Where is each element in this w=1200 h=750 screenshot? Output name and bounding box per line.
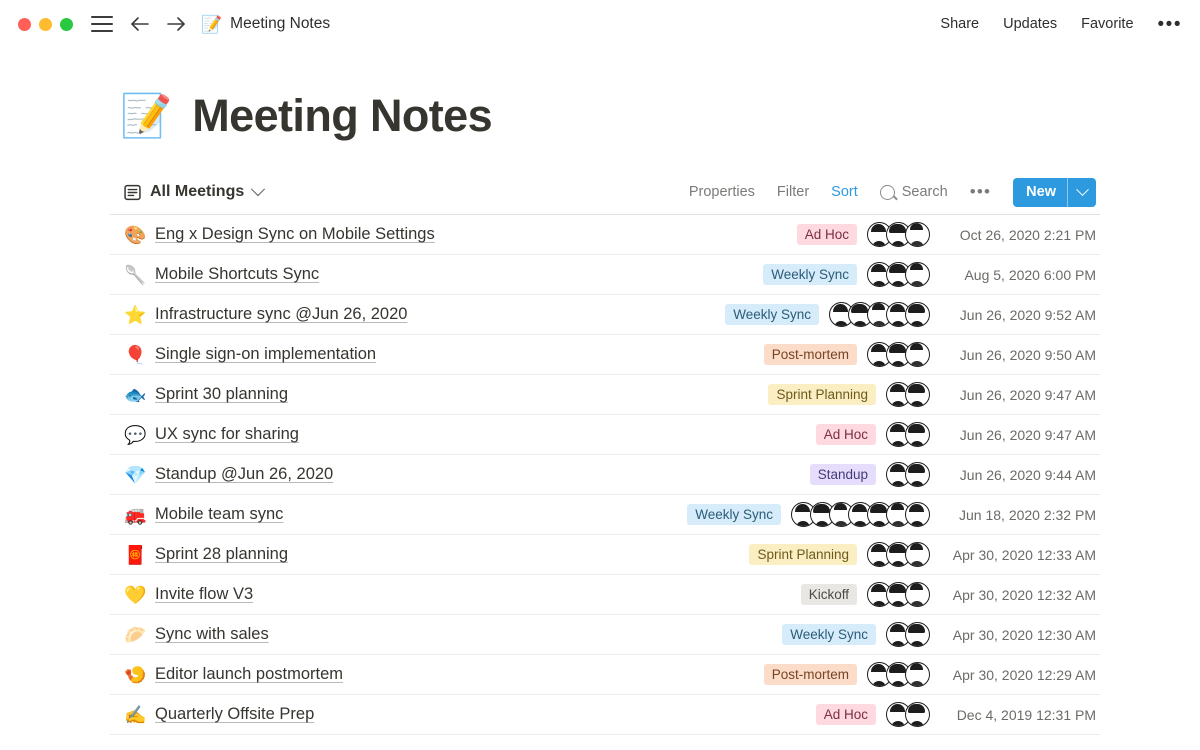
row-title-cell — [124, 385, 768, 404]
breadcrumb-emoji-icon: 📝 — [201, 14, 223, 34]
row-emoji-icon: 🥄 — [124, 264, 147, 285]
row-people-cell[interactable] — [886, 462, 930, 487]
avatar — [905, 262, 930, 287]
page-title[interactable]: Meeting Notes — [192, 90, 493, 141]
row-title-link[interactable]: Infrastructure sync @Jun 26, 2020 — [155, 305, 408, 323]
row-tag-cell — [801, 584, 857, 605]
table-row[interactable] — [110, 455, 1100, 495]
row-title-link[interactable]: Sprint 30 planning — [155, 385, 289, 403]
status-badge[interactable]: Post-mortem — [764, 344, 857, 365]
filter-button[interactable]: Filter — [776, 184, 810, 200]
search-icon — [880, 185, 895, 200]
avatar — [905, 662, 930, 687]
row-title-link[interactable]: Mobile Shortcuts Sync — [155, 265, 320, 283]
row-people-cell[interactable] — [867, 662, 930, 687]
view-tab-all-meetings[interactable] — [124, 183, 263, 201]
row-title-link[interactable]: Single sign-on implementation — [155, 345, 377, 363]
avatar — [905, 422, 930, 447]
row-people-cell[interactable] — [867, 542, 930, 567]
avatar — [905, 542, 930, 567]
row-tag-cell — [797, 224, 857, 245]
list-view-icon — [124, 184, 141, 201]
status-badge[interactable]: Sprint Planning — [749, 544, 857, 565]
window-controls — [18, 18, 73, 31]
row-emoji-icon: 🎈 — [124, 344, 147, 365]
row-title-cell — [124, 425, 816, 444]
sort-button[interactable]: Sort — [831, 184, 858, 200]
updates-button[interactable]: Updates — [1003, 16, 1058, 32]
row-title-cell — [124, 705, 816, 724]
toolbar-more-icon[interactable]: ••• — [969, 182, 992, 201]
table-row[interactable] — [110, 255, 1100, 295]
avatar — [905, 462, 930, 487]
more-options-icon[interactable]: ••• — [1157, 13, 1182, 35]
row-title-link[interactable]: Mobile team sync — [155, 505, 284, 523]
row-title-link[interactable]: Standup @Jun 26, 2020 — [155, 465, 334, 483]
titlebar-actions — [940, 15, 1182, 34]
avatar — [905, 702, 930, 727]
table-row[interactable] — [110, 215, 1100, 255]
table-row[interactable] — [110, 335, 1100, 375]
status-badge[interactable]: Ad Hoc — [816, 424, 876, 445]
search-label: Search — [901, 184, 948, 200]
row-people-cell[interactable] — [886, 422, 930, 447]
page-body — [0, 90, 1200, 735]
row-date-cell: Aug 5, 2020 6:00 PM — [964, 266, 1096, 283]
row-emoji-icon: 🚒 — [124, 504, 147, 525]
row-date-cell: Oct 26, 2020 2:21 PM — [959, 226, 1096, 243]
breadcrumb-title: Meeting Notes — [230, 15, 331, 32]
row-people-cell[interactable] — [867, 222, 930, 247]
table-row[interactable] — [110, 575, 1100, 615]
breadcrumb[interactable] — [201, 15, 330, 33]
row-title-cell — [124, 625, 782, 644]
table-row[interactable] — [110, 295, 1100, 335]
row-title-link[interactable]: Eng x Design Sync on Mobile Settings — [155, 225, 435, 243]
row-emoji-icon: ⭐ — [124, 304, 147, 325]
row-emoji-icon: 🍤 — [124, 664, 147, 685]
row-title-link[interactable]: Editor launch postmortem — [155, 665, 344, 683]
row-tag-cell — [687, 504, 781, 525]
table-row[interactable] — [110, 375, 1100, 415]
new-button[interactable] — [1013, 178, 1096, 207]
row-emoji-icon: 🧧 — [124, 544, 147, 565]
row-people-cell[interactable] — [886, 622, 930, 647]
meetings-table — [110, 214, 1100, 735]
row-date-cell: Apr 30, 2020 12:30 AM — [952, 626, 1096, 643]
status-badge[interactable]: Weekly Sync — [687, 504, 781, 525]
search-button[interactable] — [880, 184, 948, 200]
row-people-cell[interactable] — [867, 342, 930, 367]
row-date-cell: Jun 26, 2020 9:52 AM — [959, 306, 1096, 323]
row-emoji-icon: 🐟 — [124, 384, 147, 405]
status-badge[interactable]: Ad Hoc — [797, 224, 857, 245]
close-window-button[interactable] — [18, 18, 31, 31]
avatar — [905, 222, 930, 247]
avatar — [905, 302, 930, 327]
minimize-window-button[interactable] — [39, 18, 52, 31]
row-title-cell — [124, 585, 801, 604]
row-people-cell[interactable] — [867, 262, 930, 287]
row-emoji-icon: 💎 — [124, 464, 147, 485]
window-titlebar — [0, 0, 1200, 48]
row-people-cell[interactable] — [867, 582, 930, 607]
table-row[interactable] — [110, 615, 1100, 655]
row-tag-cell — [768, 384, 876, 405]
row-tag-cell — [725, 304, 819, 325]
table-row[interactable] — [110, 495, 1100, 535]
share-button[interactable]: Share — [940, 16, 980, 32]
row-title-cell — [124, 465, 810, 484]
row-date-cell: Apr 30, 2020 12:33 AM — [952, 546, 1096, 563]
zoom-window-button[interactable] — [60, 18, 73, 31]
avatar — [905, 342, 930, 367]
properties-button[interactable]: Properties — [688, 184, 755, 200]
row-date-cell: Jun 26, 2020 9:50 AM — [959, 346, 1096, 363]
row-people-cell[interactable] — [886, 702, 930, 727]
row-emoji-icon: ✍️ — [124, 704, 147, 725]
row-date-cell: Apr 30, 2020 12:29 AM — [952, 666, 1096, 683]
row-emoji-icon: 💛 — [124, 584, 147, 605]
back-arrow-icon[interactable] — [129, 16, 150, 32]
status-badge[interactable]: Weekly Sync — [782, 624, 876, 645]
row-tag-cell — [816, 704, 876, 725]
status-badge[interactable]: Standup — [810, 464, 876, 485]
row-title-link[interactable]: Quarterly Offsite Prep — [155, 705, 315, 723]
row-title-link[interactable]: Invite flow V3 — [155, 585, 254, 603]
row-people-cell[interactable] — [886, 382, 930, 407]
row-title-link[interactable]: Sprint 28 planning — [155, 545, 289, 563]
status-badge[interactable]: Sprint Planning — [768, 384, 876, 405]
status-badge[interactable]: Post-mortem — [764, 664, 857, 685]
row-title-cell — [124, 305, 725, 324]
row-date-cell: Jun 26, 2020 9:47 AM — [959, 426, 1096, 443]
status-badge[interactable]: Ad Hoc — [816, 704, 876, 725]
forward-arrow-icon[interactable] — [166, 16, 187, 32]
row-tag-cell — [764, 344, 857, 365]
avatar — [905, 382, 930, 407]
row-tag-cell — [749, 544, 857, 565]
page-header — [110, 90, 1100, 142]
row-title-cell — [124, 505, 687, 524]
row-emoji-icon: 🎨 — [124, 224, 147, 245]
table-row[interactable] — [110, 695, 1100, 735]
row-title-cell — [124, 545, 749, 564]
table-row[interactable] — [110, 655, 1100, 695]
row-tag-cell — [816, 424, 876, 445]
row-date-cell: Apr 30, 2020 12:32 AM — [952, 586, 1096, 603]
avatar — [905, 502, 930, 527]
row-date-cell: Jun 26, 2020 9:47 AM — [959, 386, 1096, 403]
sidebar-toggle-icon[interactable] — [91, 16, 113, 32]
row-tag-cell — [764, 664, 857, 685]
row-tag-cell — [782, 624, 876, 645]
avatar — [905, 622, 930, 647]
row-title-cell — [124, 665, 764, 684]
row-tag-cell — [763, 264, 857, 285]
row-title-link[interactable]: Sync with sales — [155, 625, 269, 643]
row-title-cell — [124, 265, 763, 284]
status-badge[interactable]: Weekly Sync — [725, 304, 819, 325]
status-badge[interactable]: Kickoff — [801, 584, 857, 605]
row-title-link[interactable]: UX sync for sharing — [155, 425, 299, 443]
row-title-cell — [124, 225, 797, 244]
row-title-cell — [124, 345, 764, 364]
database-toolbar — [110, 172, 1100, 212]
row-people-cell[interactable] — [791, 502, 930, 527]
row-date-cell: Jun 26, 2020 9:44 AM — [959, 466, 1096, 483]
toolbar-actions — [689, 178, 1096, 207]
row-emoji-icon: 💬 — [124, 424, 147, 445]
chevron-down-icon — [251, 182, 265, 196]
table-row[interactable] — [110, 415, 1100, 455]
row-people-cell[interactable] — [829, 302, 930, 327]
row-date-cell: Dec 4, 2019 12:31 PM — [956, 706, 1096, 723]
new-button-label: New — [1026, 184, 1056, 200]
row-date-cell: Jun 18, 2020 2:32 PM — [959, 506, 1096, 523]
row-tag-cell — [810, 464, 876, 485]
avatar — [905, 582, 930, 607]
status-badge[interactable]: Weekly Sync — [763, 264, 857, 285]
page-emoji-icon[interactable]: 📝 — [120, 92, 173, 139]
view-tab-label: All Meetings — [150, 183, 245, 200]
favorite-button[interactable]: Favorite — [1081, 16, 1134, 32]
row-emoji-icon: 🥟 — [124, 624, 147, 645]
table-row[interactable] — [110, 535, 1100, 575]
navigation-arrows — [129, 16, 187, 32]
new-button-dropdown[interactable] — [1068, 178, 1096, 207]
chevron-down-icon — [1076, 183, 1089, 196]
